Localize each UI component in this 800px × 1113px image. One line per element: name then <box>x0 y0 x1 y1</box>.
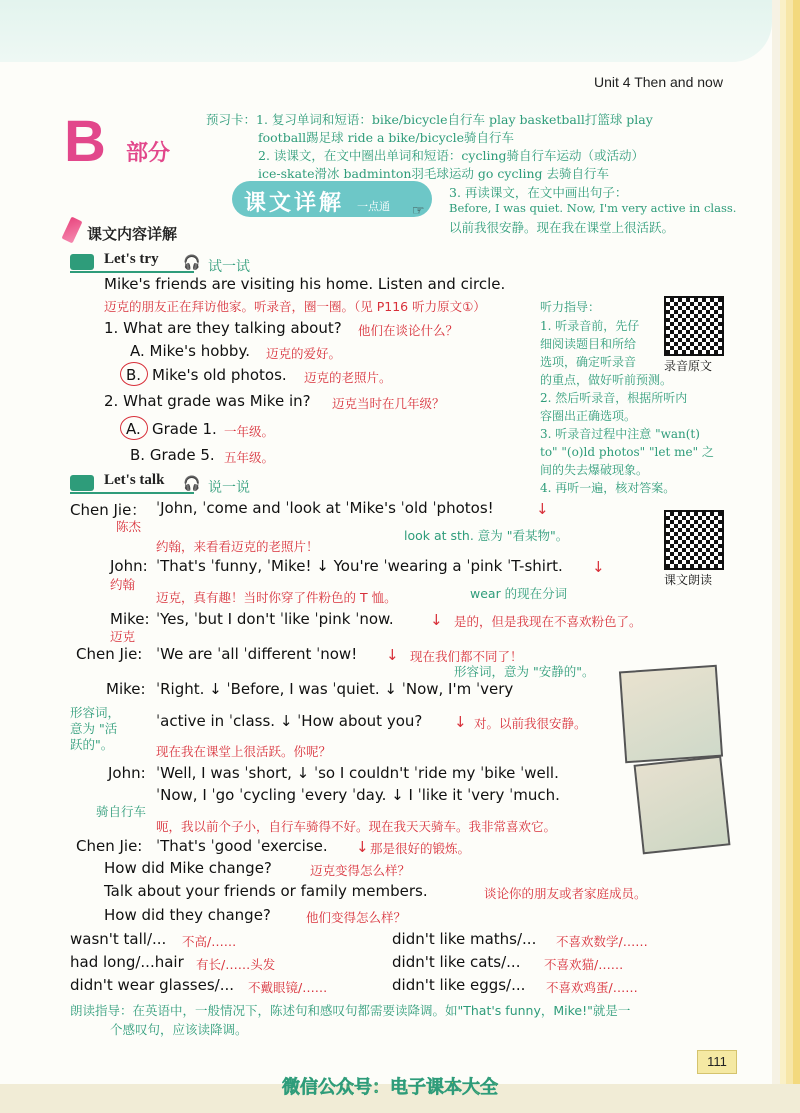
q1-option-a-zh: 迈克的爱好。 <box>266 346 342 361</box>
tip-line: 的重点，做好听前预测。 <box>540 373 673 387</box>
section-title: 课文内容详解 <box>87 225 178 243</box>
book-icon <box>70 475 94 491</box>
lets-talk-cn: 说一说 <box>208 480 250 496</box>
tip-line: 4. 再听一遍，核对答案。 <box>540 481 676 495</box>
preview-line: 预习卡：1. 复习单词和短语：bike/bicycle自行车 play basketball打篮球 play <box>206 112 653 127</box>
dialogue-line: ˈThat's ˈfunny, ˈMike! ↓ You're ˈwearing a ˈpink ˈT-shirt. <box>156 557 563 575</box>
qr-label: 录音原文 <box>664 359 713 373</box>
example: wasn't tall/... <box>70 930 167 948</box>
try-intro-zh: 迈克的朋友正在拜访他家。听录音，圈一圈。（见 P116 听力原文①） <box>104 299 486 314</box>
question-zh: 谈论你的朋友或者家庭成员。 <box>484 886 647 901</box>
dialogue-line: ˈWe are ˈall ˈdifferent ˈnow! <box>156 645 358 663</box>
part-label: 部分 <box>126 141 171 166</box>
speaker-name-zh: 陈杰 <box>116 519 142 534</box>
speaker: Mike: <box>106 680 146 698</box>
falling-arrow-icon: ↓ <box>356 838 369 856</box>
dialogue-line: ˈRight. ↓ ˈBefore, I was ˈquiet. ↓ ˈNow, I'm ˈvery <box>156 680 514 698</box>
lets-talk-label: Let's talk <box>104 472 165 488</box>
example-zh: 不戴眼镜/…… <box>248 980 328 995</box>
tip-line: 1. 听录音前，先仔 <box>540 319 640 333</box>
falling-arrow-icon: ↓ <box>430 611 443 629</box>
dialogue-zh: 对。以前我很安静。 <box>474 716 587 731</box>
q2-option-a-letter: A. <box>126 420 141 438</box>
dialogue-line: ˈactive in ˈclass. ↓ ˈHow about you? <box>156 712 423 730</box>
speaker: Mike: <box>110 610 150 628</box>
unit-header: Unit 4 Then and now <box>594 74 723 90</box>
qr-code-icon[interactable] <box>664 510 724 570</box>
tip-line: 间的失去爆破现象。 <box>540 463 649 477</box>
example-zh: 不高/…… <box>182 934 237 949</box>
tip-line: 选项，确定听录音 <box>540 355 637 369</box>
example-zh: 不喜欢猫/…… <box>544 957 624 972</box>
question-zh: 迈克变得怎么样？ <box>310 863 411 878</box>
underline <box>70 271 194 273</box>
q2-option-a: Grade 1. <box>152 420 217 438</box>
tip-line: 3. 听录音过程中注意 "wan(t) <box>540 427 700 441</box>
q1-zh: 他们在谈论什么？ <box>358 323 459 338</box>
falling-arrow-icon: ↓ <box>592 558 605 576</box>
speaker: John: <box>110 557 148 575</box>
tip-line: to" "(o)ld photos" "let me" 之 <box>540 445 714 459</box>
preview-line: Before, I was quiet. Now, I'm very active in class. <box>449 201 737 215</box>
dialogue-zh: 约翰，来看看迈克的老照片！ <box>156 539 319 554</box>
note: 意为 "活 <box>70 721 118 736</box>
example: didn't like eggs/... <box>392 976 526 994</box>
reading-guide: 朗读指导：在英语中，一般情况下，陈述句和感叹句都需要读降调。如"That's funny，Mike!"就是一 <box>70 1003 631 1018</box>
dialogue-line: ˈThat's ˈgood ˈexercise. <box>156 837 328 855</box>
lets-try-label: Let's try <box>104 251 159 267</box>
dialogue-zh: 现在我在课堂上很活跃。你呢？ <box>156 744 332 759</box>
preview-line: ice-skate滑冰 badminton羽毛球运动 go cycling 去骑自行车 <box>258 166 609 181</box>
speaker: John: <box>108 764 146 782</box>
hand-icon: ☞ <box>412 202 425 218</box>
q1-option-b-zh: 迈克的老照片。 <box>304 370 392 385</box>
qr-code-icon[interactable] <box>664 296 724 356</box>
dialogue-line: ˈJohn, ˈcome and ˈlook at ˈMike's ˈold ˈphotos! <box>156 499 494 517</box>
q2-option-b: B. Grade 5. <box>130 446 215 464</box>
question: How did Mike change? <box>104 859 272 877</box>
example: didn't wear glasses/... <box>70 976 235 994</box>
note: 形容词，意为 "安静的"。 <box>454 664 595 679</box>
tip-line: 容圈出正确选项。 <box>540 409 637 423</box>
tip-line: 细阅读题目和所给 <box>540 337 637 351</box>
headphone-icon: 🎧 <box>183 254 201 270</box>
qr-label: 课文朗读 <box>664 573 713 587</box>
banner-sub: 一点通 <box>357 200 390 213</box>
note: 骑自行车 <box>96 804 147 819</box>
dialogue-line: ˈYes, ˈbut I don't ˈlike ˈpink ˈnow. <box>156 610 394 628</box>
tips-title: 听力指导： <box>540 300 601 314</box>
speaker-name-zh: 迈克 <box>110 629 136 644</box>
example: had long/...hair <box>70 953 184 971</box>
dialogue-line: ˈNow, I ˈgo ˈcycling ˈevery ˈday. ↓ I ˈlike it ˈvery ˈmuch. <box>156 786 560 804</box>
q1: 1. What are they talking about? <box>104 319 342 337</box>
example-zh: 不喜欢鸡蛋/…… <box>546 980 638 995</box>
banner-title: 课文详解 <box>244 191 345 216</box>
page-number: 111 <box>697 1050 737 1074</box>
note: look at sth. 意为 "看某物"。 <box>404 528 569 543</box>
question: How did they change? <box>104 906 271 924</box>
example: didn't like maths/... <box>392 930 537 948</box>
q1-option-b-letter: B. <box>126 366 142 384</box>
dialogue-zh: 那是很好的锻炼。 <box>370 841 471 856</box>
page-edge <box>793 0 800 1113</box>
question: Talk about your friends or family members. <box>104 882 428 900</box>
headphone-icon: 🎧 <box>183 475 201 491</box>
reading-guide: 个感叹句，应该读降调。 <box>110 1022 248 1037</box>
q2-zh: 迈克当时在几年级？ <box>332 396 445 411</box>
falling-arrow-icon: ↓ <box>454 713 467 731</box>
preview-line: football踢足球 ride a bike/bicycle骑自行车 <box>258 130 515 145</box>
part-letter: B <box>64 109 104 174</box>
q2: 2. What grade was Mike in? <box>104 392 311 410</box>
footer-text: 微信公众号：电子课本大全 <box>282 1077 498 1098</box>
example: didn't like cats/... <box>392 953 521 971</box>
page-edge <box>786 0 793 1113</box>
dialogue-zh: 是的，但是我现在不喜欢粉色了。 <box>454 614 642 629</box>
preview-line: 3. 再读课文，在文中画出句子： <box>449 185 628 200</box>
q1-option-b: Mike's old photos. <box>152 366 287 384</box>
example-zh: 不喜欢数学/…… <box>556 934 648 949</box>
dialogue-line: ˈWell, I was ˈshort, ↓ ˈso I couldn't ˈride my ˈbike ˈwell. <box>156 764 559 782</box>
q2-option-a-zh: 一年级。 <box>224 424 275 439</box>
dialogue-zh: 现在我们都不同了！ <box>410 649 523 664</box>
speaker-name-zh: 约翰 <box>110 577 136 592</box>
top-band <box>0 0 772 62</box>
falling-arrow-icon: ↓ <box>536 500 549 518</box>
q2-option-b-zh: 五年级。 <box>224 450 275 465</box>
dialogue-zh: 迈克，真有趣！当时你穿了件粉色的 T 恤。 <box>156 590 397 605</box>
try-intro: Mike's friends are visiting his home. Listen and circle. <box>104 275 506 293</box>
note: wear 的现在分词 <box>470 586 568 601</box>
illustration-classroom <box>619 665 723 764</box>
question-zh: 他们变得怎么样？ <box>306 910 407 925</box>
preview-line: 以前我很安静。现在我在课堂上很活跃。 <box>449 220 675 235</box>
speaker: Chen Jie: <box>76 645 143 663</box>
illustration-cycling <box>634 756 731 855</box>
preview-line: 2. 读课文，在文中圈出单词和短语：cycling骑自行车运动（或活动） <box>258 148 645 163</box>
underline <box>70 492 194 494</box>
note: 跃的"。 <box>70 737 114 752</box>
speaker: Chen Jie: <box>76 837 143 855</box>
lets-try-cn: 试一试 <box>208 259 250 275</box>
dialogue-zh: 呃，我以前个子小，自行车骑得不好。现在我天天骑车。我非常喜欢它。 <box>156 819 557 834</box>
example-zh: 有长/……头发 <box>196 957 276 972</box>
tip-line: 2. 然后听录音，根据所听内 <box>540 391 688 405</box>
q1-option-a: A. Mike's hobby. <box>130 342 250 360</box>
note: 形容词， <box>70 705 121 720</box>
book-icon <box>70 254 94 270</box>
falling-arrow-icon: ↓ <box>386 646 399 664</box>
speaker: Chen Jie： <box>70 501 147 519</box>
